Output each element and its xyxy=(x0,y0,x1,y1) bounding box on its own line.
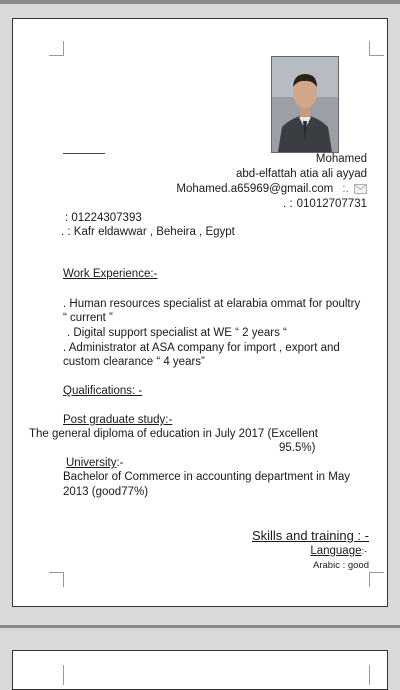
phone1: 01012707731 xyxy=(296,198,367,210)
crop-mark-top-right xyxy=(369,41,384,56)
language-heading: Language xyxy=(310,545,362,557)
page-separator xyxy=(0,625,400,628)
language-row xyxy=(310,544,367,558)
full-name: abd-elfattah atia ali ayyad xyxy=(235,168,367,180)
qualifications-heading: Qualifications: - xyxy=(63,385,143,397)
document-page-1[interactable] xyxy=(12,18,388,607)
work-line-4: . Administrator at ASA company for import , export and xyxy=(63,342,340,354)
crop-mark-top-left xyxy=(49,41,64,56)
university-heading: University xyxy=(66,457,117,469)
postgraduate-heading: Post graduate study:- xyxy=(63,414,173,426)
crop-mark-bottom-right xyxy=(369,572,384,587)
university-heading-row xyxy=(66,456,124,470)
crop-mark-bottom-left xyxy=(49,572,64,587)
email-text[interactable]: Mohamed.a65969@gmail.com xyxy=(176,183,334,195)
phone1-row xyxy=(283,197,367,211)
arabic-level: Arabic : good xyxy=(313,560,369,571)
language-suffix: :- xyxy=(361,546,367,556)
phone1-prefix: . : xyxy=(283,198,293,210)
work-line-5: custom clearance “ 4 years” xyxy=(63,356,205,368)
envelope-icon xyxy=(354,184,367,198)
university-suffix: :- xyxy=(116,457,124,469)
address: . : Kafr eldawwar , Beheira , Egypt xyxy=(61,226,235,238)
header-divider-line xyxy=(63,153,105,154)
skills-heading: Skills and training : - xyxy=(251,528,369,543)
university-line-2: 2013 (good77%) xyxy=(63,486,149,498)
work-line-3: . Digital support specialist at WE “ 2 years “ xyxy=(67,327,287,339)
postgraduate-line-2: 95.5%) xyxy=(279,442,316,454)
first-name: Mohamed xyxy=(315,153,367,165)
document-page-2[interactable] xyxy=(12,650,388,690)
email-suffix: :. xyxy=(342,183,349,195)
work-experience-heading: Work Experience:- xyxy=(63,268,158,280)
postgraduate-line-1: The general diploma of education in July 2017 (Excellent xyxy=(29,428,318,440)
university-line-1: Bachelor of Commerce in accounting department in May xyxy=(63,471,351,483)
crop-mark-top-right xyxy=(369,665,384,685)
top-toolbar-edge xyxy=(0,0,400,4)
crop-mark-top-left xyxy=(49,665,64,685)
phone2: : 01224307393 xyxy=(65,212,142,224)
work-line-2: “ current ” xyxy=(63,312,113,324)
email-row xyxy=(176,182,367,198)
profile-photo xyxy=(271,56,339,153)
work-line-1: . Human resources specialist at elarabia ommat for poultry xyxy=(63,298,361,310)
